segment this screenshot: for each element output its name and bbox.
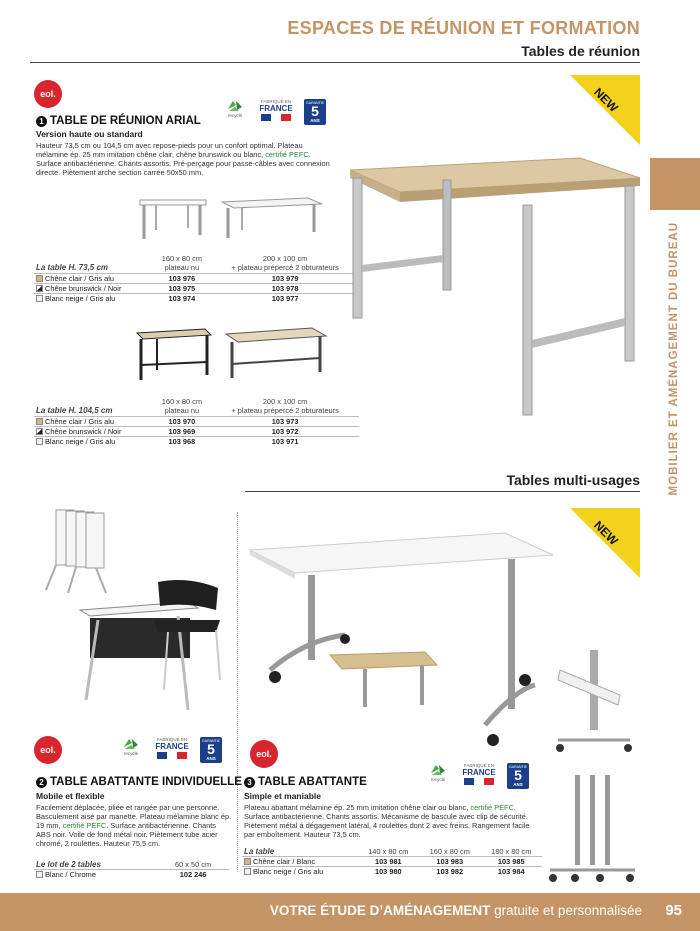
france-flag-icon bbox=[157, 752, 187, 759]
ref-cell: 103 971 bbox=[211, 436, 359, 446]
product3-desc-b: . Surface antibactérienne. Chants assortis. Mécanisme de bascule avec clip de sécurité. Piètement métal à dégagement latéral, 4 roulettes dont 2 avec freins. Rangement facile par emboîtement. Hauteur 73,5 cm. bbox=[244, 803, 530, 839]
product1-description bbox=[36, 141, 336, 177]
abattante-table-image bbox=[245, 515, 565, 755]
row-name: Chêne clair / Gris alu bbox=[45, 273, 115, 283]
product3-desc-a: Plateau abattant mélamine ép. 25 mm imitation chêne clair ou blanc, bbox=[244, 803, 471, 812]
swatch-icon bbox=[36, 295, 43, 302]
fabrique-label: FABRIQUÉ EN bbox=[156, 737, 188, 742]
recycle-leaf-icon bbox=[121, 737, 141, 751]
product2-pefc: certifié PEFC bbox=[62, 821, 107, 830]
ref-cell: 103 976 bbox=[153, 273, 212, 283]
table-h735 bbox=[34, 254, 359, 303]
product2-title-text: TABLE ABATTANTE INDIVIDUELLE bbox=[50, 776, 242, 788]
col2-header: 200 x 100 cm bbox=[262, 396, 308, 406]
fabrique-label: FABRIQUÉ EN bbox=[260, 99, 292, 104]
section2-divider bbox=[245, 491, 640, 492]
swatch-icon bbox=[36, 418, 43, 425]
made-in-france-badge-2 bbox=[148, 737, 196, 759]
folding-table-chair-image bbox=[78, 580, 233, 725]
footer-bar bbox=[0, 893, 700, 931]
recycle-icon bbox=[222, 99, 248, 121]
footer-rest: gratuite et personnalisée bbox=[490, 903, 642, 918]
side-tab bbox=[650, 158, 700, 210]
row-name: Chêne clair / Blanc bbox=[253, 857, 316, 866]
recycle-label: recyclé bbox=[123, 751, 139, 756]
col2b-header: + plateau prépercé 2 obturateurs bbox=[231, 406, 339, 415]
made-in-france-badge bbox=[252, 99, 300, 121]
product3-title bbox=[244, 776, 367, 788]
col3-header: 180 x 80 cm bbox=[491, 846, 532, 856]
guarantee-ans: ANS bbox=[310, 118, 320, 123]
table-image-small-2 bbox=[218, 190, 328, 245]
table-product2 bbox=[34, 860, 229, 879]
ref-cell: 103 970 bbox=[153, 416, 212, 426]
product2-subtitle: Mobile et flexible bbox=[36, 791, 105, 801]
row-name: Chêne brunswick / Noir bbox=[45, 426, 122, 436]
col1-header: 160 x 80 cm bbox=[161, 253, 202, 263]
row-name: Blanc / Chrome bbox=[45, 870, 96, 879]
recycle-leaf-icon bbox=[428, 763, 448, 777]
guarantee-ans: ANS bbox=[513, 782, 523, 787]
ref-cell: 103 980 bbox=[358, 867, 419, 877]
guarantee-label: GARANTIE bbox=[306, 101, 324, 105]
col1-header: 60 x 50 cm bbox=[175, 859, 212, 869]
france-label: FRANCE bbox=[259, 104, 293, 113]
badges-group-1 bbox=[222, 99, 326, 125]
ref-cell: 103 968 bbox=[153, 436, 212, 446]
row-name: Chêne brunswick / Noir bbox=[45, 283, 122, 293]
product2-title bbox=[36, 776, 242, 788]
table-row bbox=[34, 870, 229, 880]
section2-title: Tables multi-usages bbox=[506, 472, 640, 488]
footer-text bbox=[270, 903, 642, 918]
ref-cell: 103 974 bbox=[153, 293, 212, 303]
product1-subtitle: Version haute ou standard bbox=[36, 129, 143, 139]
product3-number: 3 bbox=[244, 777, 255, 788]
col1-header: 140 x 80 cm bbox=[368, 846, 409, 856]
ref-cell: 103 979 bbox=[211, 273, 359, 283]
product1-desc-a: Hauteur 73,5 cm ou 104,5 cm avec repose-pieds pour un confort optimal. Plateau mélamine ép. 25 mm imitation chêne clair, chêne brunswick ou blanc, bbox=[36, 141, 303, 159]
folded-table-image bbox=[550, 640, 640, 760]
ref-cell: 103 973 bbox=[211, 416, 359, 426]
table-row bbox=[34, 426, 359, 436]
header-divider bbox=[30, 62, 640, 63]
made-in-france-badge-3 bbox=[455, 763, 503, 785]
col1b-header: plateau nu bbox=[164, 263, 200, 272]
ref-cell: 103 983 bbox=[419, 857, 480, 867]
ref-cell: 103 985 bbox=[481, 857, 543, 867]
guarantee-years: 5 bbox=[311, 103, 319, 119]
product1-desc-b: . Surface antibactérienne. Chants assortis. Pré-perçage pour passe-câbles avec connexion directe. Piètement arche section carrée 50x50 mm. bbox=[36, 150, 330, 177]
col2b-header: + plateau prépercé 2 obturateurs bbox=[231, 263, 339, 272]
recycle-icon-3 bbox=[425, 763, 451, 785]
eol-logo-3: eol. bbox=[250, 740, 278, 768]
page-title: ESPACES DE RÉUNION ET FORMATION bbox=[287, 18, 640, 38]
product3-pefc: certifié PEFC bbox=[470, 803, 514, 812]
row-name: Blanc neige / Gris alu bbox=[253, 867, 324, 876]
ref-cell: 103 975 bbox=[153, 283, 212, 293]
guarantee-years: 5 bbox=[207, 741, 215, 757]
col2-header: 200 x 100 cm bbox=[262, 253, 308, 263]
swatch-icon bbox=[244, 858, 251, 865]
product2-number: 2 bbox=[36, 777, 47, 788]
product1-pefc: certifié PEFC bbox=[265, 150, 309, 159]
swatch-icon bbox=[36, 438, 43, 445]
table-image-tall-2 bbox=[222, 320, 332, 385]
swatch-icon bbox=[36, 275, 43, 282]
nested-tables-image bbox=[545, 770, 640, 885]
guarantee-label: GARANTIE bbox=[202, 739, 220, 743]
guarantee-label: GARANTIE bbox=[509, 765, 527, 769]
col1b-header: plateau nu bbox=[164, 406, 200, 415]
product2-desc-a: Facilement déplacée, pliée et rangée par une personne. Basculement aisé par manette. Plateau mélamine blanc ép. 19 mm, bbox=[36, 803, 232, 830]
fabrique-label: FABRIQUÉ EN bbox=[463, 763, 495, 768]
new-banner bbox=[570, 75, 640, 145]
guarantee-years: 5 bbox=[514, 767, 522, 783]
table-row bbox=[34, 436, 359, 446]
table-row bbox=[34, 283, 359, 293]
table-row bbox=[34, 273, 359, 283]
page-number: 95 bbox=[665, 902, 682, 919]
guarantee-ans: ANS bbox=[206, 756, 216, 761]
ref-cell: 103 977 bbox=[211, 293, 359, 303]
row-name: Chêne clair / Gris alu bbox=[45, 416, 115, 426]
ref-cell: 103 969 bbox=[153, 426, 212, 436]
new-triangle bbox=[570, 75, 640, 145]
side-label-text: MOBILIER ET AMÉNAGEMENT DU BUREAU bbox=[668, 222, 680, 496]
recycle-label: recyclé bbox=[227, 113, 243, 118]
ref-cell: 103 981 bbox=[358, 857, 419, 867]
col2-header: 160 x 80 cm bbox=[429, 846, 470, 856]
guarantee-badge-2 bbox=[200, 737, 222, 763]
new-label-2: NEW bbox=[591, 518, 621, 548]
row-name: Blanc neige / Gris alu bbox=[45, 436, 116, 446]
arial-table-image bbox=[345, 150, 645, 420]
product3-description bbox=[244, 803, 536, 839]
side-label bbox=[654, 222, 694, 502]
badges-group-2 bbox=[118, 737, 222, 763]
section-subtitle: Tables de réunion bbox=[521, 43, 640, 59]
table-row bbox=[242, 857, 542, 867]
table-row bbox=[34, 293, 359, 303]
column-divider bbox=[237, 512, 238, 872]
product1-title-text: TABLE DE RÉUNION ARIAL bbox=[50, 115, 201, 127]
france-flag-icon bbox=[464, 778, 494, 785]
table-h1045 bbox=[34, 397, 359, 446]
col1-header: 160 x 80 cm bbox=[161, 396, 202, 406]
guarantee-badge-3 bbox=[507, 763, 529, 789]
ref-cell: 103 972 bbox=[211, 426, 359, 436]
product3-title-text: TABLE ABATTANTE bbox=[258, 776, 367, 788]
swatch-icon bbox=[36, 428, 43, 435]
ref-cell: 103 982 bbox=[419, 867, 480, 877]
recycle-leaf-icon bbox=[225, 99, 245, 113]
swatch-icon bbox=[36, 871, 43, 878]
product2-description bbox=[36, 803, 232, 848]
table-image-small-1 bbox=[138, 195, 218, 245]
table-b-label: La table H. 104,5 cm bbox=[36, 406, 113, 415]
footer-bold: VOTRE ÉTUDE D’AMÉNAGEMENT bbox=[269, 903, 491, 918]
product1-number: 1 bbox=[36, 116, 47, 127]
product2-desc-b: . Surface antibactérienne. Chants ABS noir. Voile de fond métal noir. Piètement tube acier chromé, 2 roulettes. Hauteur 75,5 cm. bbox=[36, 821, 218, 848]
ref-cell: 103 984 bbox=[481, 867, 543, 877]
new-triangle-2 bbox=[570, 508, 640, 578]
france-label: FRANCE bbox=[462, 768, 496, 777]
eol-logo-2: eol. bbox=[34, 736, 62, 764]
badges-group-3 bbox=[425, 763, 529, 789]
table-a-label: La table H. 73,5 cm bbox=[36, 263, 109, 272]
swatch-icon bbox=[36, 285, 43, 292]
table-row bbox=[242, 867, 542, 877]
product3-subtitle: Simple et maniable bbox=[244, 791, 321, 801]
france-label: FRANCE bbox=[155, 742, 189, 751]
table-row bbox=[34, 416, 359, 426]
table-image-tall-1 bbox=[135, 325, 215, 385]
ref-cell: 103 978 bbox=[211, 283, 359, 293]
new-label: NEW bbox=[591, 85, 621, 115]
ref-cell: 102 246 bbox=[157, 870, 229, 880]
recycle-label: recyclé bbox=[430, 777, 446, 782]
france-flag-icon bbox=[261, 114, 291, 121]
guarantee-badge bbox=[304, 99, 326, 125]
table-p3-label: La table bbox=[244, 846, 275, 856]
recycle-icon-2 bbox=[118, 737, 144, 759]
table-product3 bbox=[242, 847, 542, 876]
swatch-icon bbox=[244, 868, 251, 875]
eol-logo: eol. bbox=[34, 80, 62, 108]
row-name: Blanc neige / Gris alu bbox=[45, 293, 116, 303]
new-banner-2 bbox=[570, 508, 640, 578]
product1-title bbox=[36, 115, 201, 127]
table-p2-label: Le lot de 2 tables bbox=[36, 859, 101, 869]
